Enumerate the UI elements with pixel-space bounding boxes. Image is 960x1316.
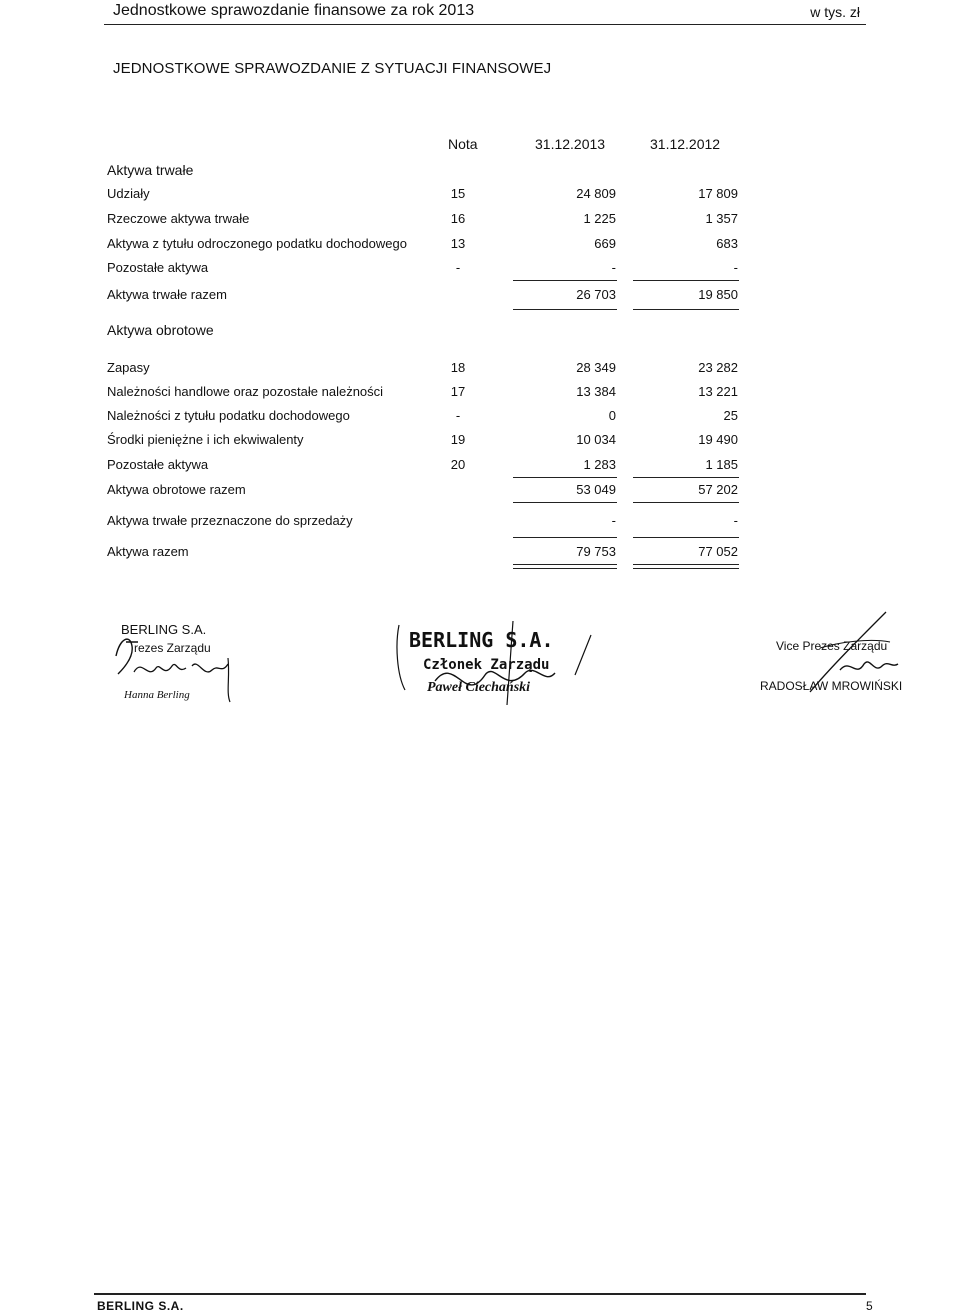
currency-unit: w tys. zł <box>810 4 860 20</box>
table-row <box>0 457 960 479</box>
header-divider <box>104 24 866 25</box>
row-value-2012: 13 221 <box>698 384 738 399</box>
row-label: Należności handlowe oraz pozostałe należności <box>107 384 384 399</box>
statement-title: JEDNOSTKOWE SPRAWOZDANIE Z SYTUACJI FINANSOWEJ <box>113 60 552 77</box>
row-label: Pozostałe aktywa <box>107 260 209 275</box>
section-label: Aktywa obrotowe <box>107 322 214 338</box>
total-rule <box>633 309 739 310</box>
row-value-2013: 26 703 <box>576 287 616 302</box>
table-row <box>0 186 960 208</box>
row-note: 16 <box>450 211 466 226</box>
svg-text:BERLING S.A.: BERLING S.A. <box>121 622 207 637</box>
row-note: 13 <box>450 236 466 251</box>
row-value-2013: - <box>611 260 616 275</box>
row-note: 17 <box>450 384 466 399</box>
svg-text:Paweł Ciechański: Paweł Ciechański <box>427 680 531 695</box>
svg-text:Vice Prezes Zarządu: Vice Prezes Zarządu <box>776 639 888 653</box>
table-row-total <box>0 287 960 309</box>
row-label: Aktywa trwałe przeznaczone do sprzedaży <box>107 513 353 528</box>
table-row <box>0 513 960 535</box>
row-label: Rzeczowe aktywa trwałe <box>107 211 250 226</box>
table-row <box>0 211 960 233</box>
row-value-2013: 0 <box>608 408 616 423</box>
row-value-2012: 25 <box>723 408 738 423</box>
row-value-2012: - <box>733 260 738 275</box>
row-note: 19 <box>450 432 466 447</box>
footer-company: BERLING S.A. <box>97 1299 184 1313</box>
section-label: Aktywa trwałe <box>107 162 194 178</box>
row-value-2012: 77 052 <box>698 544 738 559</box>
row-value-2013: 669 <box>594 236 616 251</box>
section-heading-current-assets <box>0 322 960 344</box>
row-note: 18 <box>450 360 466 375</box>
svg-text:BERLING S.A.: BERLING S.A. <box>409 628 554 652</box>
row-note: - <box>455 260 461 275</box>
row-note: 20 <box>450 457 466 472</box>
svg-text:Członek Zarządu: Członek Zarządu <box>423 657 550 673</box>
row-value-2013: 24 809 <box>576 186 616 201</box>
row-value-2012: - <box>733 513 738 528</box>
column-header-2013: 31.12.2013 <box>535 136 606 152</box>
footer-divider <box>94 1293 866 1295</box>
row-label: Zapasy <box>107 360 150 375</box>
double-total-rule <box>513 564 617 569</box>
table-row <box>0 432 960 454</box>
row-value-2012: 23 282 <box>698 360 738 375</box>
row-label: Aktywa trwałe razem <box>107 287 227 302</box>
total-rule <box>513 309 617 310</box>
row-value-2013: 1 283 <box>583 457 616 472</box>
report-header-title: Jednostkowe sprawozdanie finansowe za rok 2013 <box>113 2 475 19</box>
table-row <box>0 408 960 430</box>
signature-stamp-prezes <box>108 618 248 708</box>
subtotal-rule <box>633 477 739 478</box>
row-label: Aktywa obrotowe razem <box>107 482 246 497</box>
row-label: Należności z tytułu podatku dochodowego <box>107 408 350 423</box>
signature-stamp-vice-prezes <box>760 608 920 698</box>
subtotal-rule <box>633 280 739 281</box>
row-value-2012: 57 202 <box>698 482 738 497</box>
total-rule <box>513 502 617 503</box>
subtotal-rule <box>513 280 617 281</box>
table-row <box>0 384 960 406</box>
row-value-2013: 1 225 <box>583 211 616 226</box>
subtotal-rule <box>513 537 617 538</box>
column-header-nota: Nota <box>448 136 478 152</box>
row-value-2012: 17 809 <box>698 186 738 201</box>
row-value-2013: 13 384 <box>576 384 616 399</box>
svg-text:rezes Zarządu: rezes Zarządu <box>134 641 211 655</box>
subtotal-rule <box>633 537 739 538</box>
svg-text:Hanna Berling: Hanna Berling <box>124 689 190 701</box>
row-label: Aktywa razem <box>107 544 189 559</box>
table-row <box>0 260 960 282</box>
double-total-rule <box>633 564 739 569</box>
row-value-2013: 79 753 <box>576 544 616 559</box>
table-row <box>0 236 960 258</box>
row-label: Udziały <box>107 186 150 201</box>
table-row-grand-total <box>0 544 960 566</box>
subtotal-rule <box>513 477 617 478</box>
table-row <box>0 360 960 382</box>
total-rule <box>633 502 739 503</box>
row-value-2012: 19 850 <box>698 287 738 302</box>
row-value-2012: 19 490 <box>698 432 738 447</box>
svg-text:RADOSŁAW MROWIŃSKI: RADOSŁAW MROWIŃSKI <box>760 679 903 693</box>
row-value-2013: 28 349 <box>576 360 616 375</box>
row-label: Aktywa z tytułu odroczonego podatku dochodowego <box>107 236 407 251</box>
row-label: Środki pieniężne i ich ekwiwalenty <box>107 432 304 447</box>
section-heading-fixed-assets <box>0 162 960 184</box>
row-label: Pozostałe aktywa <box>107 457 209 472</box>
row-value-2013: 53 049 <box>576 482 616 497</box>
row-note: - <box>455 408 461 423</box>
table-row-total <box>0 482 960 504</box>
column-header-2012: 31.12.2012 <box>650 136 721 152</box>
row-value-2012: 1 357 <box>705 211 738 226</box>
signature-stamp-czlonek <box>395 615 615 710</box>
row-value-2012: 1 185 <box>705 457 738 472</box>
row-value-2013: - <box>611 513 616 528</box>
page-number: 5 <box>866 1299 873 1313</box>
row-note: 15 <box>450 186 466 201</box>
row-value-2013: 10 034 <box>576 432 616 447</box>
row-value-2012: 683 <box>716 236 738 251</box>
